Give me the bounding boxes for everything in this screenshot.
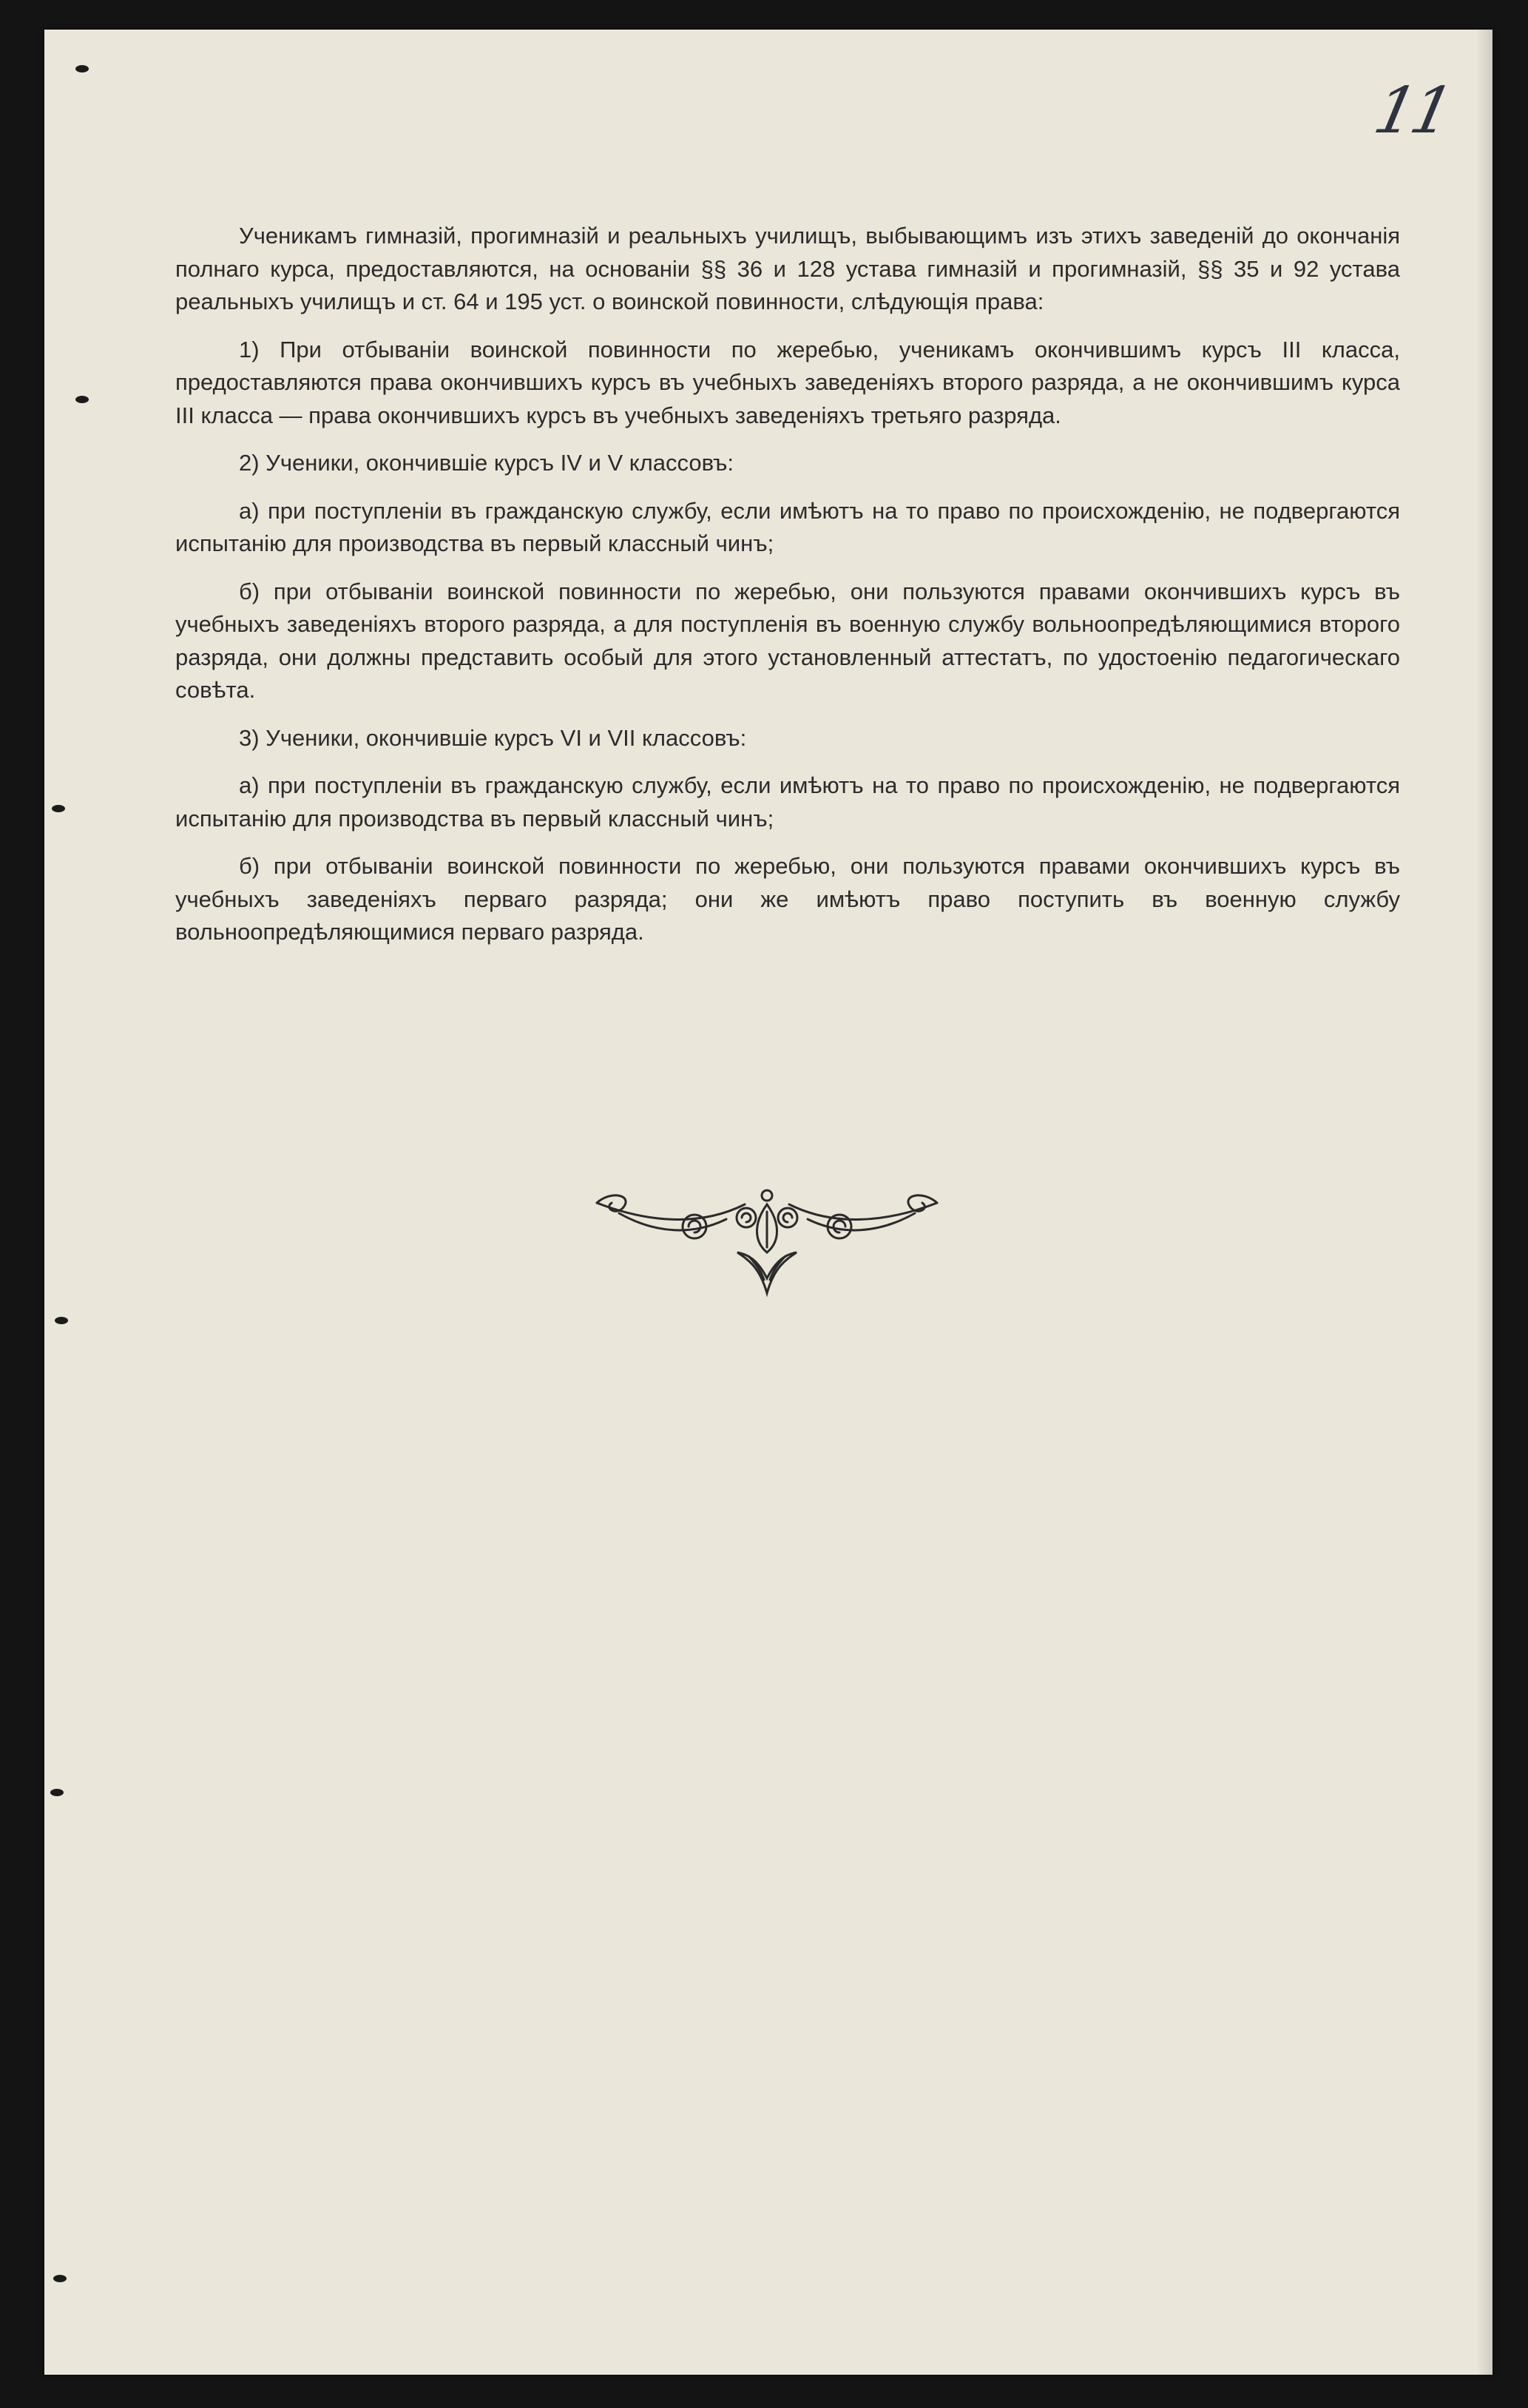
binding-hole (52, 805, 65, 812)
binding-hole (53, 2275, 67, 2282)
paragraph-2a: а) при поступленіи въ гражданскую службу, если имѣютъ на то право по происхожденію, не подвергаются испытанію для производства въ первый классный чинъ; (175, 497, 1400, 556)
paragraph-1: 1) При отбываніи воинской повинности по жеребью, ученикамъ окончившимъ курсъ III класса, предоставляются права окончившихъ курсъ въ учебныхъ заведеніяхъ второго разряда, а не окончившимъ курса III класса — права окончившихъ курсъ въ учебныхъ заведеніяхъ третьяго разряда. (175, 336, 1400, 428)
paragraph-3-heading: 3) Ученики, окончившіе курсъ VI и VII классовъ: (239, 724, 747, 751)
intro-paragraph: Ученикамъ гимназій, прогимназій и реальныхъ училищъ, выбывающимъ изъ этихъ заведеній до окончанія полнаго курса, предоставляются, на основаніи §§ 36 и 128 устава гимназій и прогимназій, §§ 35 и 92 устава реальныхъ училищъ и ст. 64 и 195 уст. о воинской повинности, слѣдующія права: (175, 223, 1400, 314)
binding-hole (50, 1789, 64, 1796)
paragraph-3b: б) при отбываніи воинской повинности по жеребью, они пользуются правами окончившихъ курсъ въ учебныхъ заведеніяхъ перваго разряда; они же имѣютъ право поступить въ военную службу вольноопредѣляющимися перваго разряда. (175, 853, 1400, 945)
document-body (175, 220, 1400, 964)
paragraph-2b: б) при отбываніи воинской повинности по жеребью, они пользуются правами окончившихъ курсъ въ учебныхъ заведеніяхъ второго разряда, а для поступленія въ военную службу вольноопредѣляющимися второго разряда, они должны представить особый для этого установленный аттестатъ, по удостоенію педагогическаго совѣта. (175, 578, 1400, 703)
binding-hole (75, 396, 89, 403)
paragraph-3a: а) при поступленіи въ гражданскую службу, если имѣютъ на то право по происхожденію, не подвергаются испытанію для производства въ первый классный чинъ; (175, 772, 1400, 832)
page-edge-shadow (1476, 30, 1492, 2375)
binding-hole (75, 65, 89, 72)
paragraph-2-heading: 2) Ученики, окончившіе курсъ IV и V классовъ: (239, 450, 734, 476)
folio-number-handwritten: 11 (1368, 74, 1456, 148)
floral-scroll-ornament-icon (589, 1182, 944, 1301)
binding-hole (55, 1317, 68, 1324)
document-page (44, 30, 1492, 2375)
